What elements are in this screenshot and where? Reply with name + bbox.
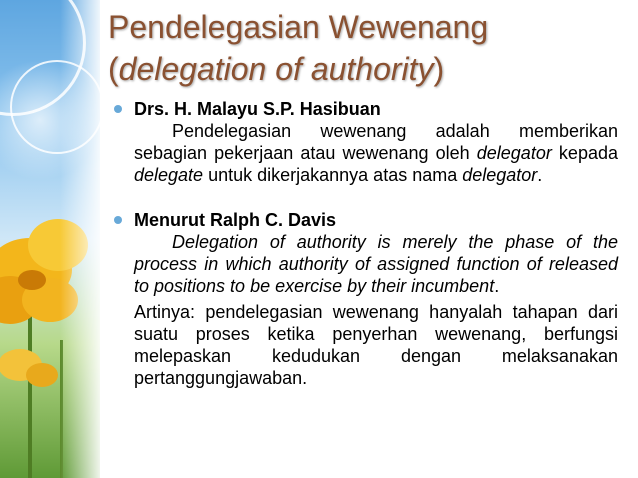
term-delegator-1: delegator	[476, 143, 552, 163]
term-delegator-2: delegator	[462, 165, 538, 185]
bullet-dot-icon	[114, 105, 122, 113]
translation-paragraph: Artinya: pendelegasian wewenang hanyalah tahapan dari suatu proses ketika penyerhan wewenang, berfungsi melepaskan kedudukan dengan melaksanakan pertanggungjawaban.	[134, 302, 618, 388]
bullet-heading-hasibuan: Drs. H. Malayu S.P. Hasibuan	[134, 99, 381, 119]
definition-text-part1: Pendelegasian wewenang adalah memberikan sebagian pekerjaan atau wewenang oleh	[134, 121, 618, 163]
decorative-flower-background	[0, 0, 100, 478]
slide-title	[108, 6, 628, 90]
term-delegate: delegate	[134, 165, 204, 185]
definition-text-part3: untuk dikerjakannya atas nama	[203, 165, 463, 185]
quote-text-italic: Delegation of authority is merely the phase of the process in which authority of assigned function of released to positions to be exercise by their incumbent	[134, 232, 618, 296]
quote-paragraph-davis	[134, 231, 618, 297]
title-close-paren: )	[433, 51, 445, 87]
slide-body	[108, 98, 618, 389]
definition-paragraph-hasibuan	[134, 120, 618, 186]
bullet-dot-icon	[114, 216, 122, 224]
quote-end-period: .	[494, 276, 500, 296]
bullet-item-hasibuan	[108, 98, 618, 186]
bullet-item-davis	[108, 209, 618, 389]
title-subtitle-italic: delegation of authority	[118, 51, 434, 87]
edge-fade	[60, 0, 100, 478]
title-open-paren: (	[108, 51, 119, 87]
bullet-heading-davis: Menurut Ralph C. Davis	[134, 210, 337, 230]
title-line-1: Pendelegasian Wewenang	[108, 9, 489, 45]
definition-text-end: .	[537, 165, 543, 185]
definition-text-part2: kepada	[551, 143, 618, 163]
